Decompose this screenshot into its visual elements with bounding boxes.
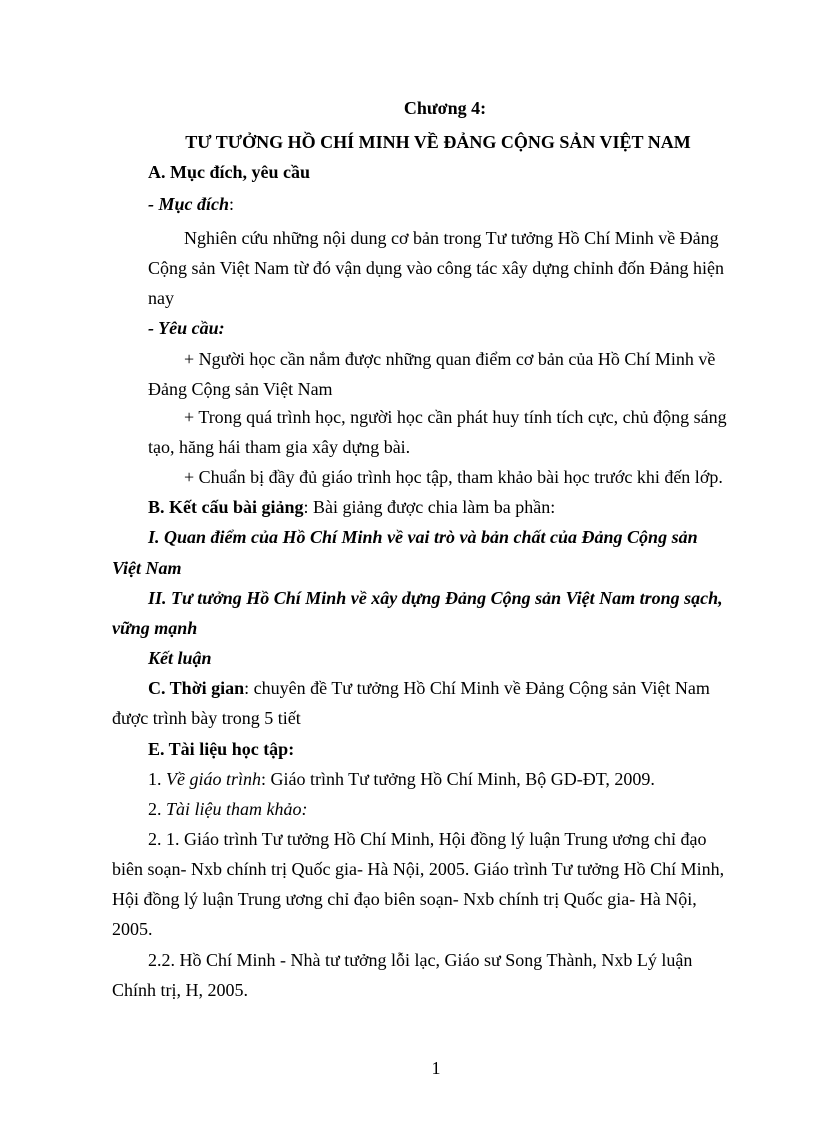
purpose-line: Cộng sản Việt Nam từ đó vận dụng vào công tác xây dựng chỉnh đốn Đảng hiện xyxy=(148,258,724,278)
requirement-line: + Người học cần nắm được những quan điểm cơ bản của Hồ Chí Minh về xyxy=(184,349,716,369)
reference-2-1-line: Hội đồng lý luận Trung ương chỉ đạo biên soạn- Nxb chính trị Quốc gia- Hà Nội, xyxy=(112,889,697,909)
reference-item-2-prefix: 2. xyxy=(148,799,166,819)
reference-2-2-line: 2.2. Hồ Chí Minh - Nhà tư tưởng lỗi lạc, Giáo sư Song Thành, Nxb Lý luận xyxy=(148,950,693,970)
section-c-text: : chuyên đề Tư tưởng Hồ Chí Minh về Đảng Cộng sản Việt Nam xyxy=(244,678,710,698)
section-b-label: B. Kết cấu bài giảng xyxy=(148,497,304,517)
reference-2-1-line: biên soạn- Nxb chính trị Quốc gia- Hà Nội, 2005. Giáo trình Tư tưởng Hồ Chí Minh, xyxy=(112,859,725,879)
part-1-line: Việt Nam xyxy=(112,558,182,578)
chapter-heading: Chương 4: xyxy=(403,98,487,118)
reference-item-2 xyxy=(148,797,308,821)
section-c-line xyxy=(148,676,710,700)
chapter-title: TƯ TƯỞNG HỒ CHÍ MINH VỀ ĐẢNG CỘNG SẢN VIỆT NAM xyxy=(185,132,691,152)
reference-item-1-text: : Giáo trình Tư tưởng Hồ Chí Minh, Bộ GD-ĐT, 2009. xyxy=(261,769,655,789)
conclusion-label: Kết luận xyxy=(148,648,212,668)
section-a-title: A. Mục đích, yêu cầu xyxy=(148,162,310,182)
section-e-title: E. Tài liệu học tập: xyxy=(148,739,295,759)
requirement-line: + Trong quá trình học, người học cần phát huy tính tích cực, chủ động sáng xyxy=(184,407,727,427)
section-c-label: C. Thời gian xyxy=(148,678,245,698)
purpose-line: nay xyxy=(148,288,174,308)
purpose-colon: : xyxy=(229,194,235,214)
reference-item-1-prefix: 1. xyxy=(148,769,166,789)
reference-2-2-line: Chính trị, H, 2005. xyxy=(112,980,249,1000)
requirements-label: - Yêu cầu: xyxy=(148,318,225,338)
section-b-text: : Bài giảng được chia làm ba phần: xyxy=(303,497,556,517)
reference-2-1-line: 2005. xyxy=(112,919,153,939)
part-1-line: I. Quan điểm của Hồ Chí Minh về vai trò và bản chất của Đảng Cộng sản xyxy=(148,527,698,547)
section-b-line xyxy=(148,495,555,519)
part-2-line: vững mạnh xyxy=(112,618,198,638)
reference-item-1 xyxy=(148,767,655,791)
section-c-line-2: được trình bày trong 5 tiết xyxy=(112,708,301,728)
page-number: 1 xyxy=(431,1058,441,1078)
purpose-heading xyxy=(148,192,234,216)
requirement-line: + Chuẩn bị đầy đủ giáo trình học tập, tham khảo bài học trước khi đến lớp. xyxy=(184,467,723,487)
reference-item-1-label: Về giáo trình xyxy=(166,769,261,789)
requirement-line: tạo, hăng hái tham gia xây dựng bài. xyxy=(148,437,411,457)
purpose-line: Nghiên cứu những nội dung cơ bản trong Tư tưởng Hồ Chí Minh về Đảng xyxy=(184,228,719,248)
reference-item-2-label: Tài liệu tham khảo: xyxy=(166,799,308,819)
requirement-line: Đảng Cộng sản Việt Nam xyxy=(148,379,333,399)
part-2-line: II. Tư tưởng Hồ Chí Minh về xây dựng Đảng Cộng sản Việt Nam trong sạch, xyxy=(148,588,723,608)
purpose-label: - Mục đích xyxy=(148,194,229,214)
reference-2-1-line: 2. 1. Giáo trình Tư tưởng Hồ Chí Minh, Hội đồng lý luận Trung ương chỉ đạo xyxy=(148,829,707,849)
